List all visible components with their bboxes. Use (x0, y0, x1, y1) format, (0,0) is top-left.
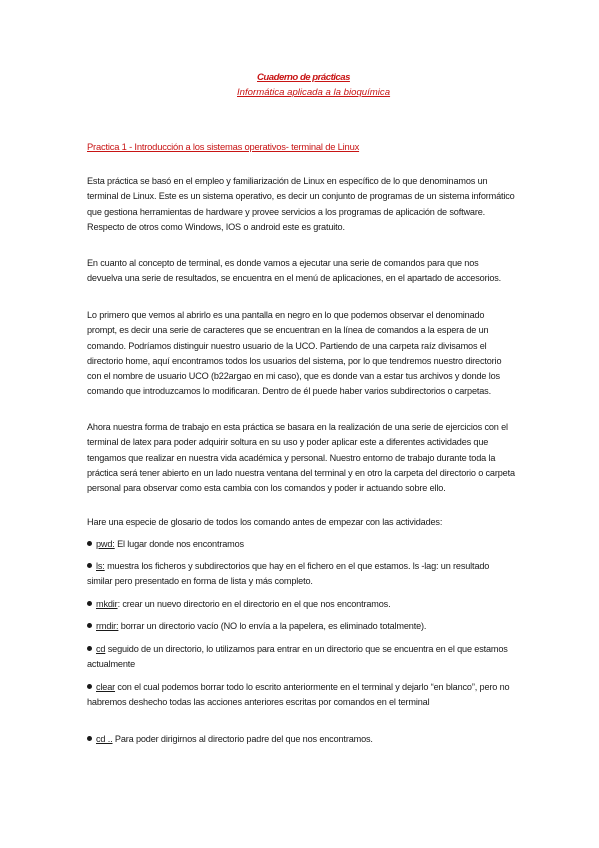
command-name: pwd: (96, 539, 115, 549)
glossary-item-mkdir (87, 597, 515, 612)
document-title: Cuaderno de prácticas (257, 72, 350, 83)
command-name: rmdir: (96, 621, 119, 631)
command-description: borrar un directorio vacío (NO lo envía a la papelera, es eliminado totalmente). (118, 621, 427, 631)
command-name: mkdir (96, 599, 118, 609)
glossary-item-cd-parent (87, 732, 515, 747)
glossary-item-pwd (87, 537, 515, 552)
bullet-icon (87, 684, 92, 689)
paragraph-prompt: Lo primero que vemos al abrirlo es una pantalla en negro en lo que podemos observar el denominado prompt, es decir una serie de caracteres que se encuentran en la línea de comandos a la espera de un comando. Podríamos distinguir nuestro usuario de la UCO. Partiendo de una carpeta raíz divisamos el directorio home, aquí encontramos todos los usuarios del sistema, por lo que tendremos nuestro directorio con el nombre de usuario UCO (b22argao en mi caso), que es donde van a estar tus archivos y donde los comando que introduzcamos lo modificaran. Dentro de él puede haber varios subdirectorios o carpetas. (87, 310, 502, 397)
section-heading: Practica 1 - Introducción a los sistemas operativos- terminal de Linux (87, 141, 360, 152)
bullet-icon (87, 563, 92, 568)
glossary-item-clear (87, 680, 515, 711)
bullet-icon (87, 736, 92, 741)
command-name: ls: (96, 561, 105, 571)
command-name: clear (96, 682, 116, 692)
command-description: seguido de un directorio, lo utilizamos para entrar en un directorio que se encuentra en el que estamos actualmente (87, 644, 508, 670)
bullet-icon (87, 646, 92, 651)
glossary-item-cd (87, 642, 515, 673)
glossary-item-rmdir (87, 619, 515, 634)
paragraph-intro: Esta práctica se basó en el empleo y familiarización de Linux en específico de lo que denominamos un terminal de Linux. Este es un sistema operativo, es decir un conjunto de programas de un sistema informático que gestiona herramientas de hardware y provee servicios a los programas de aplicación de software. Respecto de otros como Windows, IOS o android este es gratuito. (87, 176, 515, 232)
command-description: muestra los ficheros y subdirectorios que hay en el fichero en el que estamos. ls -lag: un resultado similar pero presentado en forma de lista y más completo. (87, 561, 490, 587)
paragraph-glossary-intro: Hare una especie de glosario de todos los comando antes de empezar con las actividades: (87, 517, 443, 527)
command-name: cd .. (96, 734, 113, 744)
command-description: El lugar donde nos encontramos (114, 539, 244, 549)
bullet-icon (87, 601, 92, 606)
bullet-icon (87, 541, 92, 546)
glossary-item-ls (87, 559, 515, 590)
command-name: cd (96, 644, 106, 654)
command-description: Para poder dirigirnos al directorio padre del que nos encontramos. (112, 734, 373, 744)
bullet-icon (87, 623, 92, 628)
paragraph-terminal: En cuanto al concepto de terminal, es donde vamos a ejecutar una serie de comandos para que nos devuelva una serie de resultados, se encuentra en el menú de aplicaciones, en el apartado de accesorios. (87, 258, 502, 284)
paragraph-workflow: Ahora nuestra forma de trabajo en esta práctica se basara en la realización de una serie de ejercicios con el terminal de latex para poder adquirir soltura en su uso y poder aplicar este a diferentes actividades que tengamos que realizar en nuestra vida académica y personal. Nuestro entorno de trabajo durante toda la práctica será tener abierto en un lado nuestra ventana del terminal y en otro la carpeta del directorio o carpeta personal para observar como esta cambia con los comandos y poder ir actuando sobre ello. (87, 422, 515, 494)
document-subtitle: Informática aplicada a la bioquímica (237, 87, 391, 98)
command-description: : crear un nuevo directorio en el directorio en el que nos encontramos. (117, 599, 391, 609)
command-description: con el cual podemos borrar todo lo escrito anteriormente en el terminal y dejarlo “en blanco”, pero no habremos deshecho todas las acciones anteriores escritas por comandos en el terminal (87, 682, 510, 708)
